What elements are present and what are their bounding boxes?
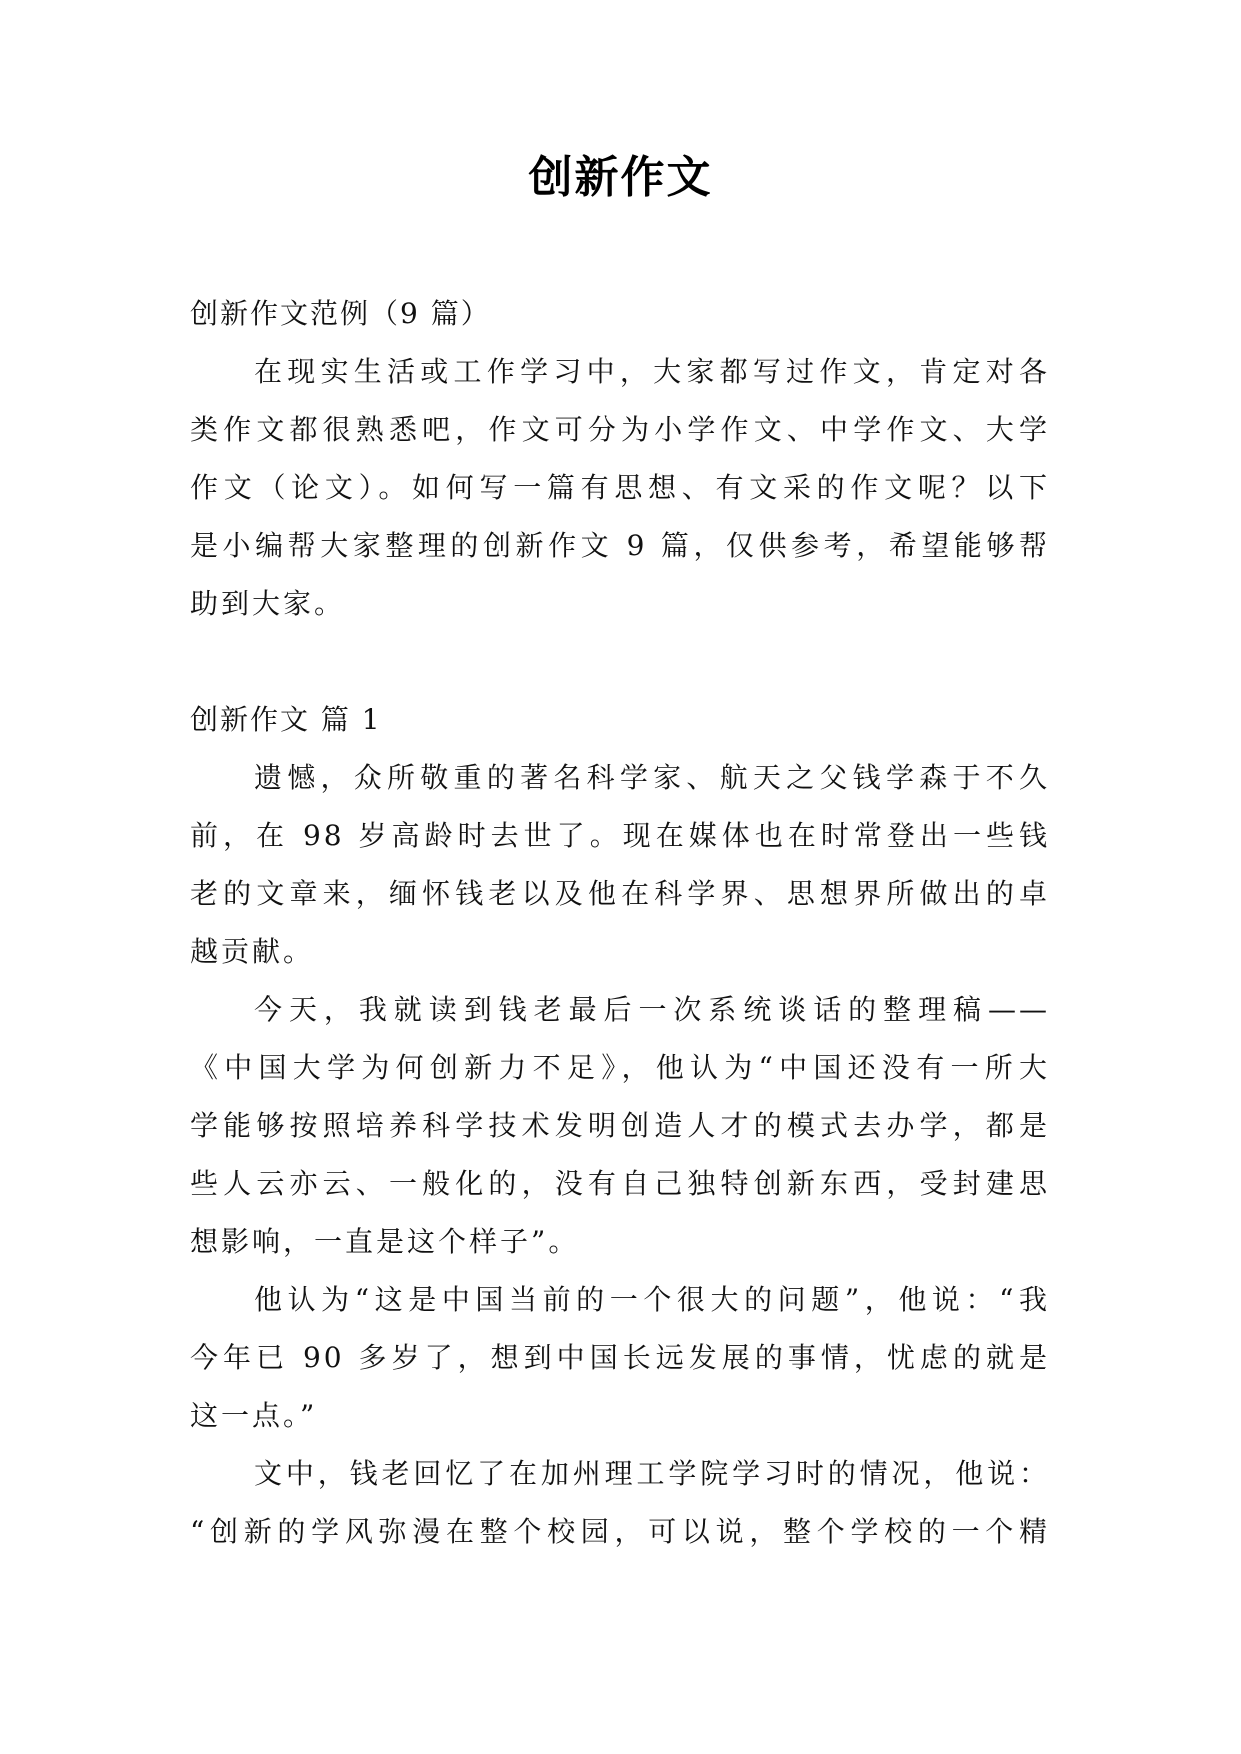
- section-heading: 创新作文 篇 1: [190, 703, 382, 736]
- paragraph-line: 今天，我就读到钱老最后一次系统谈话的整理稿——: [254, 993, 1050, 1026]
- body-paragraph-1: [190, 749, 1050, 981]
- paragraph-line: 这一点。”: [190, 1399, 318, 1432]
- paragraph-line: 老的文章来，缅怀钱老以及他在科学界、思想界所做出的卓: [190, 877, 1050, 910]
- body-paragraph-2: [190, 981, 1050, 1271]
- paragraph-line: 今年已 90 多岁了，想到中国长远发展的事情，忧虑的就是: [190, 1341, 1050, 1374]
- paragraph-line: 是小编帮大家整理的创新作文 9 篇，仅供参考，希望能够帮: [190, 529, 1050, 562]
- paragraph-line: 在现实生活或工作学习中，大家都写过作文，肯定对各: [254, 355, 1050, 388]
- document-title: 创新作文: [528, 152, 713, 203]
- paragraph-line: “创新的学风弥漫在整个校园，可以说，整个学校的一个精: [190, 1515, 1050, 1548]
- paragraph-line: 文中，钱老回忆了在加州理工学院学习时的情况，他说：: [254, 1457, 1050, 1490]
- paragraph-line: 助到大家。: [190, 587, 346, 620]
- paragraph-line: 类作文都很熟悉吧，作文可分为小学作文、中学作文、大学: [190, 413, 1050, 446]
- paragraph-line: 遗憾，众所敬重的著名科学家、航天之父钱学森于不久: [254, 761, 1050, 794]
- body-paragraph-4: [190, 1445, 1050, 1561]
- paragraph-line: 学能够按照培养科学技术发明创造人才的模式去办学，都是: [190, 1109, 1050, 1142]
- intro-paragraph: [190, 343, 1050, 633]
- body-paragraph-3: [190, 1271, 1050, 1445]
- paragraph-line: 他认为“这是中国当前的一个很大的问题”，他说：“我: [254, 1283, 1050, 1316]
- document-body: [190, 285, 1050, 1561]
- paragraph-line: 想影响，一直是这个样子”。: [190, 1225, 580, 1258]
- paragraph-line: 作文（论文）。如何写一篇有思想、有文采的作文呢？以下: [190, 471, 1050, 504]
- paragraph-line: 些人云亦云、一般化的，没有自己独特创新东西，受封建思: [190, 1167, 1050, 1200]
- section-spacer: [190, 633, 1050, 691]
- paragraph-line: 《中国大学为何创新力不足》，他认为“中国还没有一所大: [190, 1051, 1050, 1084]
- paragraph-line: 前，在 98 岁高龄时去世了。现在媒体也在时常登出一些钱: [190, 819, 1050, 852]
- paragraph-line: 越贡献。: [190, 935, 315, 968]
- document-subtitle: 创新作文范例（9 篇）: [190, 297, 491, 330]
